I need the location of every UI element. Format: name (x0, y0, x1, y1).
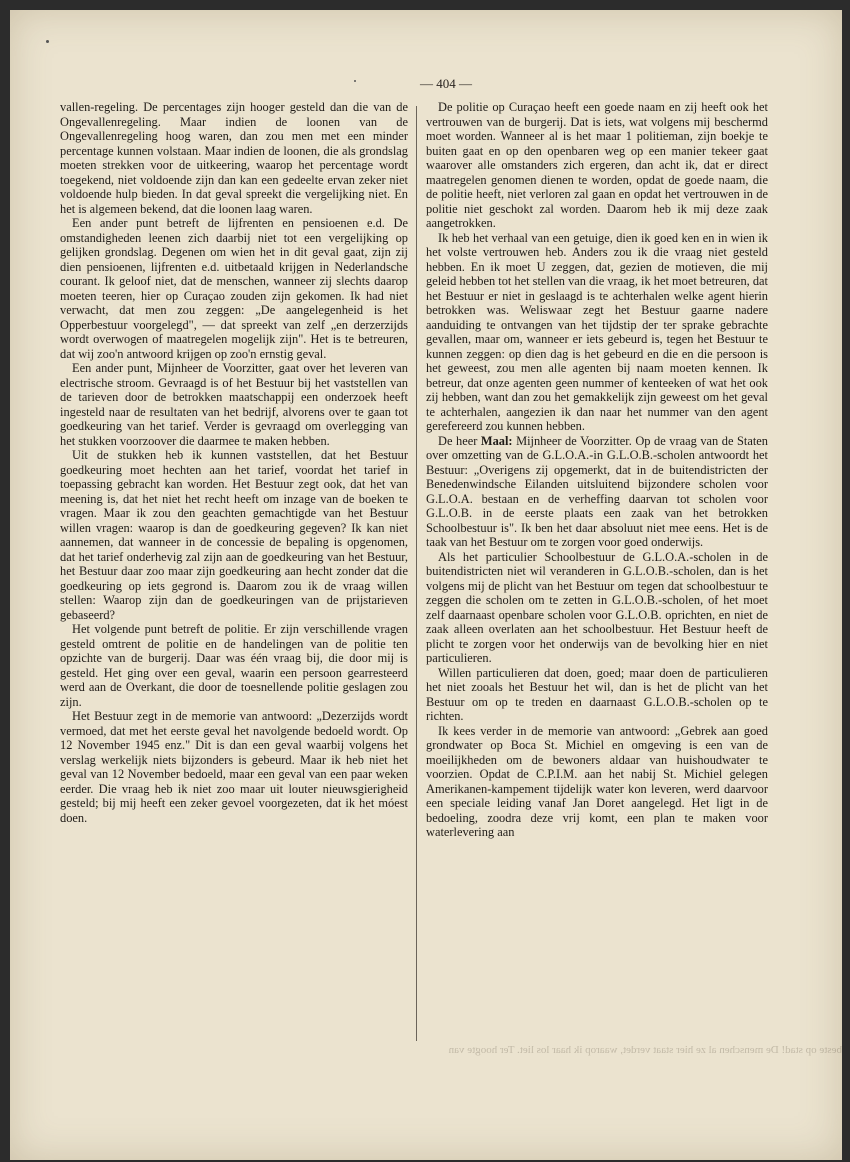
page-number-header: — 404 — (420, 76, 472, 91)
paragraph: Het Bestuur zegt in de memorie van antwoord: „Dezerzijds wordt vermoed, dat met het eerste geval het navolgende bedoeld wordt. Op 12 November 1945 enz." Dit is dan een geval waarbij volgens het verslag werkelijk niets bijzonders is gebeurd. Maar ik heb niet het geval van 12 November bedoeld, maar een geval van een paar weken eerder. Die vraag heb ik niet zoo maar uit louter nieuwsgierigheid gesteld; bij mij heeft een zeker gevoel voorgezeten, dat ik het móest doen. (60, 709, 408, 825)
paragraph: Willen particulieren dat doen, goed; maar doen de particulieren het niet zooals het Bestuur het wil, dan is het de plicht van het Bestuur om op te treden en daarnaast G.L.O.B.-scholen op te richten. (426, 665, 768, 723)
paragraph: Een ander punt betreft de lijfrenten en pensioenen e.d. De omstandigheden leenen zich daarbij niet tot een vergelijking op gelijken grondslag. Degenen om wien het in dit geval gaat, zijn zij dien pensioenen, lijfrenten e.d. uitbetaald krijgen in Nederlandsche courant. Ik geloof niet, dat de menschen, wanneer zij slechts daarop moeten teeren, hier op Curaçao zouden zijn gekomen. Ik had niet verwacht, dat men zou zeggen: „De aangelegenheid is het Opperbestuur voorgelegd", — dat spreekt van zelf „en derzerzijds wordt overwogen of maatregelen mogelijk zijn". Het is te betreuren, dat wij zoo'n antwoord krijgen op zoo'n ernstig geval. (60, 216, 408, 361)
right-text-column (426, 100, 768, 840)
paragraph (426, 434, 768, 550)
column-divider (416, 106, 417, 1041)
paragraph: Ik heb het verhaal van een getuige, dien ik goed ken en in wien ik het volste vertrouwen heb. Anders zou ik die vraag niet gesteld hebben. En ik moet U zeggen, dat, gezien de motieven, die mij geleid hebben tot het stellen van die vraag, ik het moet betreuren, dat het Bestuur er niet in geslaagd is te achterhalen welke agent hierin betrokken was. Weliswaar zegt het Bestuur gaarne nadere aanduiding te ontvangen van het tijdstip der ter sprake gebrachte gevallen, maar om, wanneer er iets gebeurd is, tegen het Bestuur te kunnen zeggen: op dien dag is het gebeurd en die en die persoon is het geweest, zou men alle agenten bij naam moeten kennen. Ik betreur, dat onze agenten geen nummer of kenteeken of wat het ook zij hebben, want dan zou het gemakkelijk zijn geweest om het geval te achterhalen, aangezien ik dan naar het nummer van den agent gerefereerd zou kunnen hebben. (426, 230, 768, 433)
paragraph: vallen-regeling. De percentages zijn hooger gesteld dan die van de Ongevallenregeling. Maar indien de loonen van de Ongevallenregeling hoog waren, dan zou men met een minder percentage kunnen volstaan. Maar indien de loonen, die als grondslag moeten strekken voor de uitkeering, waarop het percentage wordt toegekend, niet voldoende zijn dan kan een gedeelte ervan zeker niet voldoende hulp bieden. In dat geval spreekt die vergelijking niet. En het is algemeen bekend, dat die loonen laag waren. (60, 100, 408, 216)
document-page (10, 10, 842, 1160)
paragraph: Het volgende punt betreft de politie. Er zijn verschillende vragen gesteld omtrent de politie en de handelingen van de politie ten opzichte van de burgerij. Daar was één vraag bij, die door mij is gesteld. Het ging over een geval, waarin een persoon gearresteerd werd aan de Overkant, die door de toesnellende politie geslagen zou zijn. (60, 622, 408, 709)
speaker-name: Maal: (480, 433, 513, 448)
left-text-column (60, 100, 408, 825)
speck-mark (46, 40, 49, 43)
paragraph-text: Mijnheer de Voorzitter. Op de vraag van de Staten over omzetting van de G.L.O.A.-in G.L.O.B.-scholen antwoordt het Bestuur: „Overigens zij opgemerkt, dat in de buitendistricten der Benedenwindsche Eilanden uitsluitend bijzondere scholen voor G.L.O.A. bestaan en de verheffing daarvan tot scholen voor G.L.O.B. in de eerste plaats een zaak van het betrokken Schoolbestuur is". Ik ben het daar absoluut niet mee eens. Het is de taak van het Bestuur om te zorgen voor goed onderwijs. (426, 433, 768, 549)
paragraph: Uit de stukken heb ik kunnen vaststellen, dat het Bestuur goedkeuring moet hechten aan het tarief, voordat het tarief in toepassing gebracht kan worden. Het Bestuur zegt ook, dat het van meening is, dat het niet het recht heeft om inzage van de boeken te vragen. Maar ik zou den geachten gemachtigde van het Bestuur willen vragen: waarop is dan de goedkeuring gegeven? Ik kan niet aannemen, dat wanneer in de concessie de bepaling is opgenomen, dat het tarief onderhevig zal zijn aan de goedkeuring van het Bestuur, het Bestuur daar zoo maar zijn goedkeuring aan hecht zonder dat die goedkeuring op iets gegrond is. Daarom zou ik de vraag willen stellen: Waarop zijn dan de goedkeuringen van de prijstarieven gebaseerd? (60, 448, 408, 622)
speaker-prefix: De heer (438, 433, 481, 448)
paragraph: De politie op Curaçao heeft een goede naam en zij heeft ook het vertrouwen van de burgerij. Dat is iets, wat volgens mij beschermd moet worden. Wanneer al is het maar 1 politieman, zijn boekje te buiten gaat en op den openbaren weg op een manier tekeer gaat waarover alle omstanders zich ergeren, dan acht ik, dat er direct maatregelen genomen dienen te worden, opdat de goede naam, die de politie heeft, niet verloren zal gaan en opdat het vertrouwen in de politie niet geschokt zal worden. Daarom heb ik mij deze zaak aangetrokken. (426, 100, 768, 230)
paragraph: Ik kees verder in de memorie van antwoord: „Gebrek aan goed grondwater op Boca St. Michiel en omgeving is een van de moeilijkheden om de bewoners aldaar van huishoudwater te voorzien. Opdat de C.P.I.M. aan het nabij St. Michiel gelegen Amerikanen-kampement tijdelijk water kon leveren, werd daarvoor een speciale leiding vanaf Jan Doret aangelegd. Het ligt in de bedoeling, zoodra deze vrij komt, een plan te maken voor waterlevering aan (426, 723, 768, 839)
paragraph: Een ander punt, Mijnheer de Voorzitter, gaat over het leveren van electrische stroom. Gevraagd is of het Bestuur bij het vaststellen van de tarieven door de betrokken maatschappij een onderzoek heeft ingesteld naar de resultaten van het bedrijf, alvorens over te gaan tot goedkeuring van het tarief. Verder is gevraagd om overlegging van het stukken voorzoover die daarmee te maken hebben. (60, 361, 408, 448)
bleed-through-text: beste op stad! De menschen al ze hier staat verdet, waarop ik haar los liet. Ter hoogte van (448, 1044, 842, 1056)
paragraph: Als het particulier Schoolbestuur de G.L.O.A.-scholen in de buitendistricten niet wil veranderen in G.L.O.B.-scholen, dan is het volgens mij de plicht van het Bestuur om tegen dat schoolbestuur te zeggen die scholen om te zetten in G.L.O.B.-scholen, of het moet zelf daarnaast openbare scholen voor G.L.O.B. oprichten, en niet de zaak alleen overlaten aan het schoolbestuur. Het Bestuur heeft de plicht te zorgen voor het onderwijs van de bevolking hier en niet particulieren. (426, 549, 768, 665)
